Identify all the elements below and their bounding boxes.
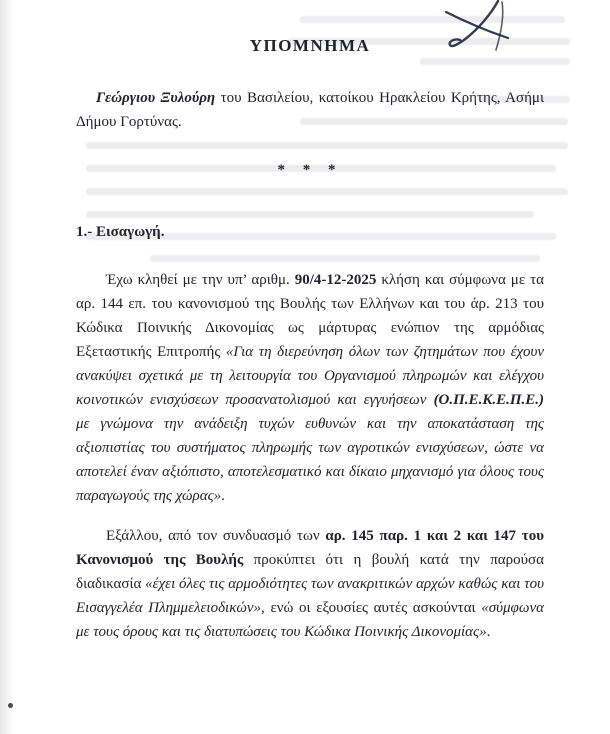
author-paragraph: Γεώργιου Ξυλούρη του Βασιλείου, κατοίκου Ηρακλείου Κρήτης, Ασήμι Δήμου Γορτύνας.: [76, 90, 544, 130]
legal-basis-paragraph: Εξάλλου, από τον συνδυασμό των αρ. 145 παρ. 1 και 2 και 147 του Κανονισμού της Βουλής προκύπτει ότι η βουλή κατά την παρούσα διαδικασία «έχει όλες τις αρμοδιότητες των ανακριτικών αρχών καθώς και του Εισαγγελέα Πλημμελειοδικών», ενώ οι εξουσίες αυτές ασκούνται «σύμφωνα με τους όρους και τις διατυπώσεις του Κώδικα Ποινικής Δικονομίας».: [76, 528, 544, 640]
memo-title: ΥΠΟΜΝΗΜΑ: [249, 36, 371, 55]
memo-content: [76, 0, 544, 659]
scan-speck: [8, 703, 13, 708]
section-1-heading: 1.- Εισαγωγή.: [76, 224, 165, 240]
scan-edge-shade: [0, 0, 14, 734]
section-separator: * * *: [277, 162, 343, 178]
intro-paragraph: Έχω κληθεί με την υπ’ αριθμ. 90/4-12-2025 κλήση και σύμφωνα με τα αρ. 144 επ. του κανονισμού της Βουλής των Ελλήνων και του άρ. 213 του Κώδικα Ποινικής Δικονομίας ως μάρτυρας ενώπιον της αρμόδιας Εξεταστικής Επιτροπής «Για τη διερεύνηση όλων των ζητημάτων που έχουν ανακύψει σχετικά με τη λειτουργία του Οργανισμού πληρωμών και ελέγχου κοινοτικών ενισχύσεων προσανατολισμού και εγγυήσεων (Ο.Π.Ε.Κ.Ε.Π.Ε.) με γνώμονα την ανάδειξη τυχών ευθυνών και την αποκατάσταση της αξιοπιστίας του συστήματος πληρωμής των αγροτικών ενισχύσεων, ώστε να αποτελεί έναν αξιόπιστο, αποτελεσματικό και δίκαιο μηχανισμό για όλους τους παραγωγούς της χώρας».: [76, 272, 545, 504]
